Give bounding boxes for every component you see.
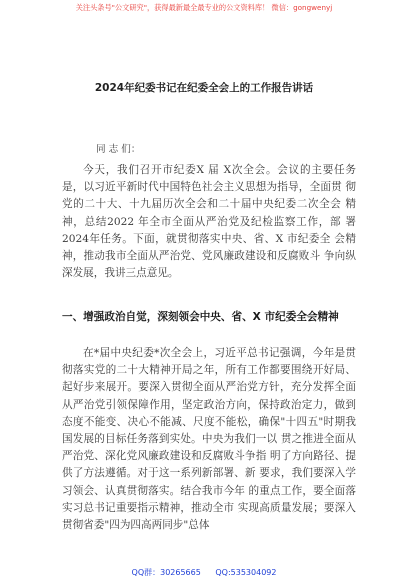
document-title: 2024年纪委书记在纪委全会上的工作报告讲话 xyxy=(94,82,314,94)
section-paragraph: 在*届中央纪委*次全会上，习近平总书记强调，今年是贯彻落实党的二十大精神开局之年，所有工作都要围绕开好局、起好步来展开。要深入贯彻全面从严治党方针，充分发挥全面从严治党引领保障作用，坚定政治方向，保持政治定力，做到态度不能变、决心不能减、尺度不能松，确保"十四五"时期我国发展的目标任务落到实处。中央为我们一以 贯之推进全面从严治党、深化党风廉政建设和反腐败斗争指 明了方向路径、提供了方法遵循。对于这一系列新部署、新 要求，我们要深入学习领会、认真贯彻落实。结合我市今年 的重点工作，要全面落实习总书记重要指示精神，推动全市 实现高质量发展；要深入贯彻省委"四为四高两同步"总体 xyxy=(62,347,356,532)
salutation: 同 志 们： xyxy=(96,144,141,155)
footer-contact: QQ群：30265665 QQ:535304092 xyxy=(131,568,277,577)
top-banner: 关注头条号"公文研究"，获得最新最全最专业的公文资料库！ 微信：gongwenyj xyxy=(75,3,333,12)
opening-paragraph: 今天，我们召开市纪委X 届 X次全会。会议的主要任务 是，以习近平新时代中国特色社会主义思想为指导，全面贯 彻党的二十大、十九届历次全会和二十届中央纪委二次全会 精神，总结2022 年全市全面从严治党及纪检监察工作，部 署2024年任务。下面，就贯彻落实中央、省、X 市纪委全 会精神，推动我市全面从严治党、党风廉政建设和反腐败斗 争向纵深发展，我讲三点意见。 xyxy=(62,164,356,280)
section-heading: 一、增强政治自觉，深刻领会中央、省、X 市纪委全会精神 xyxy=(62,311,339,323)
